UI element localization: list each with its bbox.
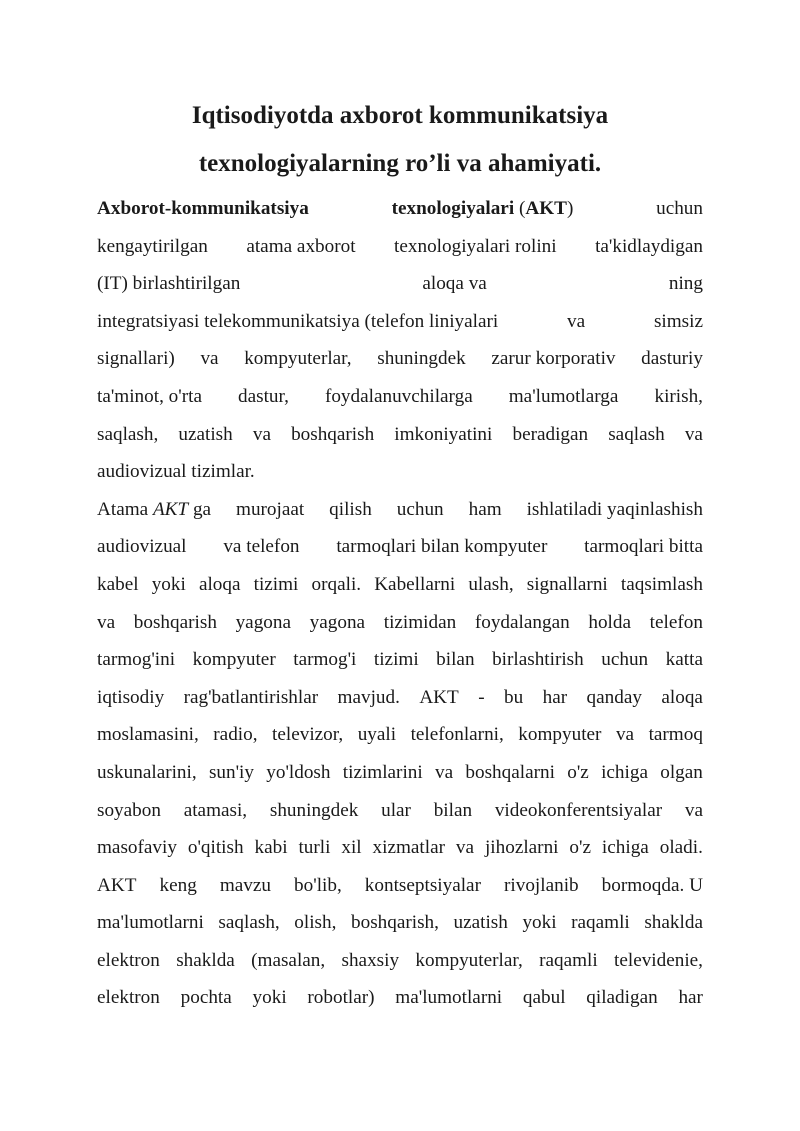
text-segment: yagona	[309, 611, 366, 633]
text-line	[97, 716, 703, 754]
text-segment: uchun	[396, 498, 444, 520]
text-word: uskunalarini,	[97, 761, 197, 783]
text-word: olish,	[294, 912, 337, 934]
text-segment: texnologiyalari rolini	[394, 235, 557, 257]
text-segment: ham	[468, 498, 502, 520]
text-word: va	[615, 724, 635, 746]
text-segment: beradigan	[512, 423, 589, 445]
text-segment: qanday	[586, 686, 642, 708]
text-word: kabel	[97, 573, 139, 595]
text-word: turli	[298, 837, 331, 859]
text-segment: telefon	[649, 611, 703, 633]
text-line	[97, 792, 703, 830]
text-segment: ta'kidlaydigan	[595, 235, 703, 257]
text-segment: mavjud.	[337, 686, 400, 708]
text-segment: AKT	[419, 686, 459, 708]
paragraph-1	[97, 190, 703, 491]
text-line	[97, 979, 703, 1017]
text-segment: shuningdek	[269, 799, 359, 821]
text-segment: ishlatiladi yaqinlashish	[526, 498, 703, 520]
text-word: shaklda	[644, 912, 703, 934]
text-segment: bu	[504, 686, 524, 708]
text-segment: saqlash,	[97, 423, 159, 445]
text-segment: soyabon	[97, 799, 161, 821]
text-segment: murojaat	[236, 498, 305, 520]
text-word: televizor,	[272, 724, 344, 746]
text-word: aloqa	[198, 573, 241, 595]
text-segment: uzatish	[178, 423, 233, 445]
paragraph-2	[97, 491, 703, 1017]
text-word: uzatish	[453, 912, 508, 934]
text-word: Kabellarni	[374, 573, 456, 595]
text-segment: va	[567, 310, 586, 332]
text-segment: bilan	[436, 649, 475, 671]
text-word: yoki	[151, 573, 186, 595]
text-word: (masalan,	[251, 949, 326, 971]
text-word: yoki	[522, 912, 557, 934]
text-segment: tarmoqlari bilan kompyuter	[336, 536, 548, 558]
text-word: televidenie,	[614, 949, 703, 971]
text-word: kabi	[254, 837, 288, 859]
text-segment: qilish	[329, 498, 372, 520]
text-word: sun'iy	[208, 761, 254, 783]
text-word: oladi.	[659, 837, 703, 859]
text-segment: aloqa va	[422, 273, 487, 295]
text-word: shaklda	[176, 949, 235, 971]
text-segment: qabul	[522, 987, 566, 1009]
text-word: jihozlarni	[484, 837, 559, 859]
text-segment: signallari)	[97, 348, 175, 370]
document-page	[97, 92, 703, 1017]
text-word: tizimlarini	[342, 761, 423, 783]
text-word: yo'ldosh	[266, 761, 331, 783]
text-segment: bo'lib,	[294, 874, 342, 896]
text-segment: atamasi,	[183, 799, 248, 821]
text-word: tarmoq	[648, 724, 703, 746]
text-word: elektron	[97, 949, 160, 971]
text-segment: yoki	[252, 987, 287, 1009]
text-segment: imkoniyatini	[394, 423, 493, 445]
text-segment: va telefon	[223, 536, 300, 558]
text-word: masofaviy	[97, 837, 177, 859]
text-segment: iqtisodiy	[97, 686, 165, 708]
text-word: o'z	[569, 837, 591, 859]
text-word: ichiga	[601, 837, 649, 859]
text-segment: dasturiy	[641, 348, 703, 370]
text-segment: AKT	[97, 874, 137, 896]
text-segment: foydalangan	[474, 611, 570, 633]
text-segment: rag'batlantirishlar	[183, 686, 319, 708]
text-line	[97, 265, 703, 303]
text-line	[97, 528, 703, 566]
text-segment: ning	[668, 273, 703, 295]
text-segment: kengaytirilgan	[97, 235, 208, 257]
text-line	[97, 566, 703, 604]
text-segment: va	[200, 348, 219, 370]
text-line	[97, 378, 703, 416]
text-line	[97, 604, 703, 642]
text-word: tizimi	[253, 573, 299, 595]
text-segment: kompyuterlar,	[244, 348, 352, 370]
text-segment: Axborot-kommunikatsiya	[97, 198, 309, 219]
text-segment: keng	[159, 874, 197, 896]
text-segment: texnologiyalari (AKT)	[391, 198, 574, 219]
text-word: ma'lumotlarni	[97, 912, 204, 934]
text-word: kompyuter	[518, 724, 602, 746]
text-segment: tarmog'ini	[97, 649, 176, 671]
text-line	[97, 228, 703, 266]
text-segment: va	[252, 423, 271, 445]
text-segment: rivojlanib	[504, 874, 579, 896]
text-word: xil	[341, 837, 362, 859]
text-segment: ta'minot, o'rta	[97, 385, 202, 407]
text-segment: elektron	[97, 987, 160, 1009]
text-segment: har	[678, 987, 703, 1009]
text-segment: va	[684, 423, 703, 445]
text-line	[97, 491, 703, 529]
text-segment: aloqa	[661, 686, 703, 708]
text-word: orqali.	[311, 573, 362, 595]
text-word: ulash,	[468, 573, 514, 595]
text-segment: audiovizual tizimlar.	[97, 461, 255, 483]
text-line	[97, 942, 703, 980]
text-word: uyali	[357, 724, 397, 746]
text-segment: har	[542, 686, 568, 708]
document-title	[97, 92, 703, 188]
text-segment: robotlar)	[307, 987, 375, 1009]
text-word: telefonlarni,	[410, 724, 504, 746]
text-segment: ma'lumotlarga	[508, 385, 619, 407]
text-segment: va	[97, 611, 116, 633]
text-segment: pochta	[180, 987, 232, 1009]
text-segment: boshqarish	[291, 423, 375, 445]
text-word: boshqalarni	[465, 761, 555, 783]
text-line	[97, 190, 703, 228]
text-segment: ular	[381, 799, 411, 821]
text-segment: shuningdek	[377, 348, 466, 370]
text-segment: bormoqda. U	[601, 874, 703, 896]
text-line	[97, 867, 703, 905]
text-line	[97, 829, 703, 867]
text-line	[97, 904, 703, 942]
text-line	[97, 416, 703, 454]
text-segment: foydalanuvchilarga	[324, 385, 473, 407]
text-line	[97, 754, 703, 792]
text-word: saqlash,	[218, 912, 280, 934]
text-segment: atama axborot	[246, 235, 356, 257]
text-line	[97, 340, 703, 378]
text-segment: dastur,	[238, 385, 289, 407]
text-segment: saqlash	[608, 423, 665, 445]
text-segment: mavzu	[219, 874, 271, 896]
text-word: radio,	[213, 724, 258, 746]
text-line	[97, 303, 703, 341]
text-segment: integratsiyasi telekommunikatsiya (telefon liniyalari	[97, 310, 499, 332]
text-segment: tizimi	[373, 649, 419, 671]
text-word: olgan	[660, 761, 703, 783]
text-segment: videokonferentsiyalar	[494, 799, 663, 821]
text-line	[97, 453, 703, 491]
text-word: boshqarish,	[351, 912, 439, 934]
text-segment: Atama AKT ga	[97, 498, 212, 520]
text-word: o'qitish	[187, 837, 244, 859]
text-word: raqamli	[539, 949, 598, 971]
text-line	[97, 679, 703, 717]
text-segment: simsiz	[653, 310, 703, 332]
text-line	[97, 641, 703, 679]
text-segment: uchun	[601, 649, 649, 671]
text-segment: -	[478, 686, 485, 708]
title-line-2: texnologiyalarning ro’li va ahamiyati.	[198, 150, 602, 177]
text-segment: (IT) birlashtirilgan	[97, 273, 241, 295]
text-segment: yagona	[235, 611, 291, 633]
text-word: signallarni	[526, 573, 608, 595]
text-segment: zarur korporativ	[491, 348, 616, 370]
text-segment: kirish,	[654, 385, 703, 407]
text-segment: va	[684, 799, 703, 821]
text-segment: holda	[588, 611, 631, 633]
text-word: ichiga	[601, 761, 648, 783]
text-segment: birlashtirish	[492, 649, 584, 671]
text-word: raqamli	[571, 912, 630, 934]
text-word: kompyuterlar,	[415, 949, 523, 971]
text-segment: tarmog'i	[293, 649, 357, 671]
text-segment: uchun	[656, 198, 703, 219]
text-segment: tarmoqlari bitta	[584, 536, 703, 558]
text-segment: katta	[665, 649, 703, 671]
title-line-1: Iqtisodiyotda axborot kommunikatsiya	[191, 102, 609, 129]
text-word: taqsimlash	[620, 573, 703, 595]
text-segment: boshqarish	[133, 611, 217, 633]
text-word: va	[435, 761, 454, 783]
text-word: xizmatlar	[372, 837, 445, 859]
text-segment: tizimidan	[383, 611, 457, 633]
text-segment: bilan	[433, 799, 473, 821]
text-word: moslamasini,	[97, 724, 199, 746]
text-word: va	[455, 837, 475, 859]
text-segment: kontseptsiyalar	[364, 874, 481, 896]
text-segment: audiovizual	[97, 536, 187, 558]
text-segment: qiladigan	[586, 987, 658, 1009]
text-segment: ma'lumotlarni	[395, 987, 503, 1009]
text-word: shaxsiy	[341, 949, 400, 971]
text-segment: kompyuter	[192, 649, 276, 671]
text-word: o'z	[567, 761, 589, 783]
